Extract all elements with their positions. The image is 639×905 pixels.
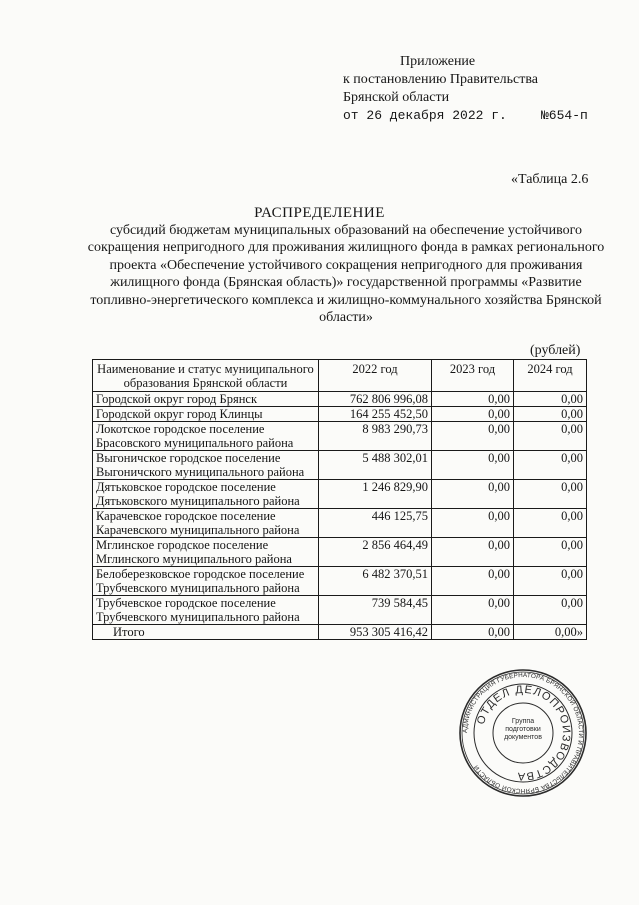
row-value-2024: 0,00: [514, 451, 587, 480]
total-value-2022: 953 305 416,42: [319, 625, 432, 640]
appendix-block: [343, 53, 588, 125]
row-value-2024: 0,00: [514, 567, 587, 596]
row-value-2022: 8 983 290,73: [319, 422, 432, 451]
row-value-2024: 0,00: [514, 480, 587, 509]
table-row: [93, 392, 587, 407]
row-value-2023: 0,00: [432, 407, 514, 422]
table-row: [93, 407, 587, 422]
stamp-outer-text: АДМИНИСТРАЦИЯ ГУБЕРНАТОРА БРЯНСКОЙ ОБЛАСТИ И ПРАВИТЕЛЬСТВА БРЯНСКОЙ ОБЛАСТИ: [461, 671, 585, 795]
table-row: [93, 538, 587, 567]
total-row: [93, 625, 587, 640]
table-row: [93, 451, 587, 480]
stamp-ring-text: ОТДЕЛ ДЕЛОПРОИЗВОДСТВА: [474, 683, 573, 783]
table-row: [93, 509, 587, 538]
total-value-2024: 0,00»: [514, 625, 587, 640]
document-description: субсидий бюджетам муниципальных образований на обеспечение устойчивого сокращения непригодного для проживания жилищного фонда в рамках регионального проекта «Обеспечение устойчивого сокращения непригодного для проживания жилищного фонда (Брянская область)» государственной программы «Развитие топливно-энергетического комплекса и жилищно-коммунального хозяйства Брянской области»: [87, 223, 605, 326]
currency-unit: (рублей): [530, 343, 581, 358]
row-name: Белоберезковское городское поселение Трубчевского муниципального района: [93, 567, 319, 596]
row-value-2022: 762 806 996,08: [319, 392, 432, 407]
row-value-2024: 0,00: [514, 509, 587, 538]
table-header-row: [93, 360, 587, 392]
row-value-2024: 0,00: [514, 596, 587, 625]
table-row: [93, 422, 587, 451]
row-value-2022: 164 255 452,50: [319, 407, 432, 422]
row-value-2022: 446 125,75: [319, 509, 432, 538]
row-name: Мглинское городское поселение Мглинского муниципального района: [93, 538, 319, 567]
row-value-2023: 0,00: [432, 451, 514, 480]
total-label: Итого: [93, 625, 319, 640]
header-2022: 2022 год: [319, 360, 432, 392]
row-value-2024: 0,00: [514, 422, 587, 451]
row-value-2023: 0,00: [432, 422, 514, 451]
row-value-2023: 0,00: [432, 596, 514, 625]
appendix-line3: Брянской области: [343, 90, 450, 105]
row-name: Городской округ город Клинцы: [93, 407, 319, 422]
row-name: Карачевское городское поселение Карачевского муниципального района: [93, 509, 319, 538]
header-name: Наименование и статус муниципального образования Брянской области: [93, 360, 319, 392]
row-value-2024: 0,00: [514, 407, 587, 422]
row-value-2022: 739 584,45: [319, 596, 432, 625]
header-2023: 2023 год: [432, 360, 514, 392]
appendix-line2: к постановлению Правительства: [343, 72, 539, 87]
row-value-2024: 0,00: [514, 392, 587, 407]
subsidy-table: [92, 359, 587, 640]
appendix-date-line: [343, 107, 588, 125]
row-value-2022: 2 856 464,49: [319, 538, 432, 567]
row-value-2023: 0,00: [432, 509, 514, 538]
row-value-2022: 5 488 302,01: [319, 451, 432, 480]
table-reference: «Таблица 2.6: [511, 172, 589, 187]
row-name: Локотское городское поселение Брасовского муниципального района: [93, 422, 319, 451]
row-name: Трубчевское городское поселение Трубчевского муниципального района: [93, 596, 319, 625]
row-value-2023: 0,00: [432, 392, 514, 407]
row-value-2022: 6 482 370,51: [319, 567, 432, 596]
table-row: [93, 596, 587, 625]
row-value-2022: 1 246 829,90: [319, 480, 432, 509]
row-value-2023: 0,00: [432, 567, 514, 596]
header-2024: 2024 год: [514, 360, 587, 392]
row-name: Выгоничское городское поселение Выгоничского муниципального района: [93, 451, 319, 480]
appendix-date: от 26 декабря 2022 г.: [343, 108, 507, 123]
table-row: [93, 567, 587, 596]
stamp-center-text: Группа подготовки документов: [504, 718, 542, 741]
row-value-2024: 0,00: [514, 538, 587, 567]
appendix-line1: Приложение: [400, 54, 476, 69]
total-value-2023: 0,00: [432, 625, 514, 640]
row-value-2023: 0,00: [432, 480, 514, 509]
document-title: РАСПРЕДЕЛЕНИЕ: [254, 205, 385, 221]
row-name: Городской округ город Брянск: [93, 392, 319, 407]
row-value-2023: 0,00: [432, 538, 514, 567]
table-row: [93, 480, 587, 509]
appendix-number: №654-п: [541, 108, 588, 123]
row-name: Дятьковское городское поселение Дятьковского муниципального района: [93, 480, 319, 509]
official-stamp: [458, 668, 588, 798]
